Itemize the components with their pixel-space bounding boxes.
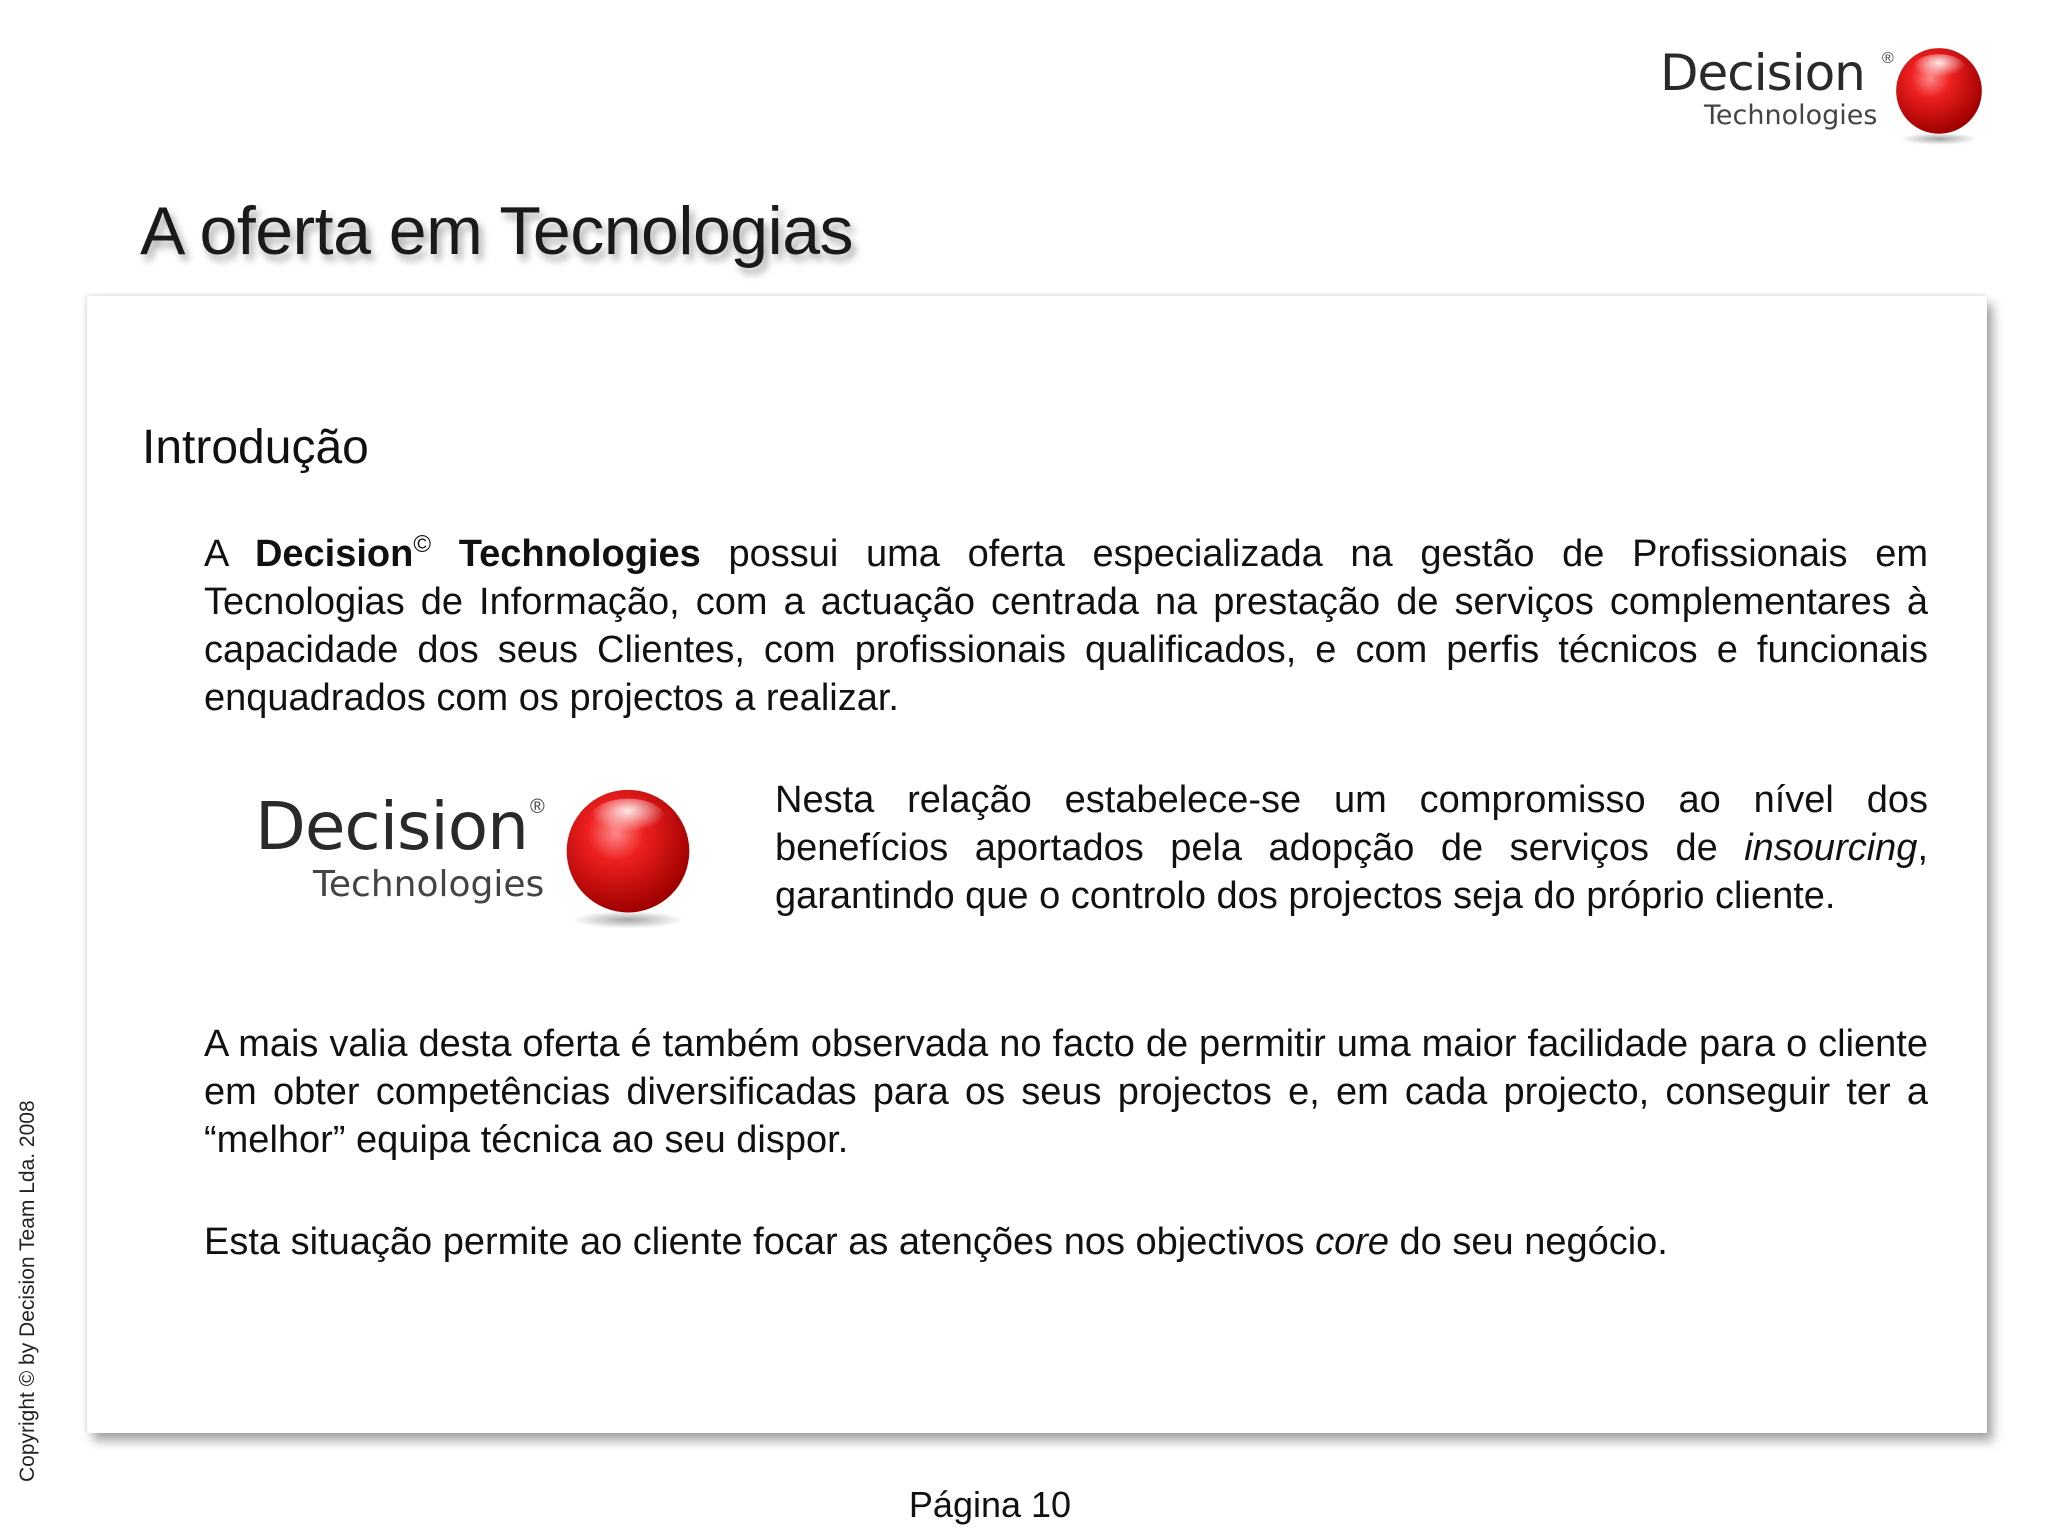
- para4-after: do seu negócio.: [1388, 1221, 1668, 1263]
- intro-paragraph: [204, 530, 1928, 722]
- para2-before: Nesta relação estabelece-se um compromisso ao nível dos benefícios aportados pela adopção de serviços de: [775, 779, 1928, 869]
- logo-subtitle-text: Technologies: [1704, 100, 1878, 131]
- para1-brand: Decision: [254, 533, 414, 575]
- logo-red-ball-icon: [1888, 44, 1990, 146]
- para1-copyright-mark: ©: [413, 531, 432, 558]
- inline-logo-registered-mark: ®: [530, 796, 545, 818]
- section-heading: Introdução: [142, 421, 369, 474]
- logo-brand-text: Decision: [1660, 44, 1865, 102]
- para2-insourcing: insourcing: [1744, 827, 1918, 869]
- para1-lead: A: [204, 533, 255, 575]
- header-logo: [1660, 40, 2000, 170]
- para2-after: , garantindo que o controlo dos projectos seja do próprio cliente.: [775, 827, 1928, 917]
- logo-registered-mark: ®: [1882, 50, 1894, 67]
- insourcing-paragraph: [775, 776, 1928, 920]
- para1-brand-technologies: Technologies: [431, 533, 701, 575]
- inline-logo-subtitle-text: Technologies: [313, 864, 545, 905]
- para4-core: core: [1315, 1221, 1389, 1263]
- page-title: A oferta em Tecnologias: [140, 193, 854, 269]
- copyright-text: Copyright © by Decision Team Lda. 2008: [16, 1100, 39, 1482]
- focus-paragraph: [204, 1218, 1928, 1266]
- inline-logo-red-ball-icon: [555, 784, 701, 930]
- inline-logo: [255, 778, 715, 958]
- para1-text: possui uma oferta especializada na gestão de Profissionais em Tecnologias de Informação, com a actuação centrada na prestação de serviços complementares à capacidade dos seus Clientes, com profissionais qualificados, e com perfis técnicos e funcionais enquadrados com os projectos a realizar.: [204, 533, 1928, 719]
- inline-logo-brand-text: Decision: [255, 788, 528, 865]
- para4-before: Esta situação permite ao cliente focar as atenções nos objectivos: [204, 1221, 1316, 1263]
- page-number: Página 10: [908, 1484, 1072, 1525]
- value-paragraph: A mais valia desta oferta é também observada no facto de permitir uma maior facilidade para o cliente em obter competências diversificadas para os seus projectos e, em cada projecto, conseguir ter a “melhor” equipa técnica ao seu dispor.: [204, 1023, 1928, 1161]
